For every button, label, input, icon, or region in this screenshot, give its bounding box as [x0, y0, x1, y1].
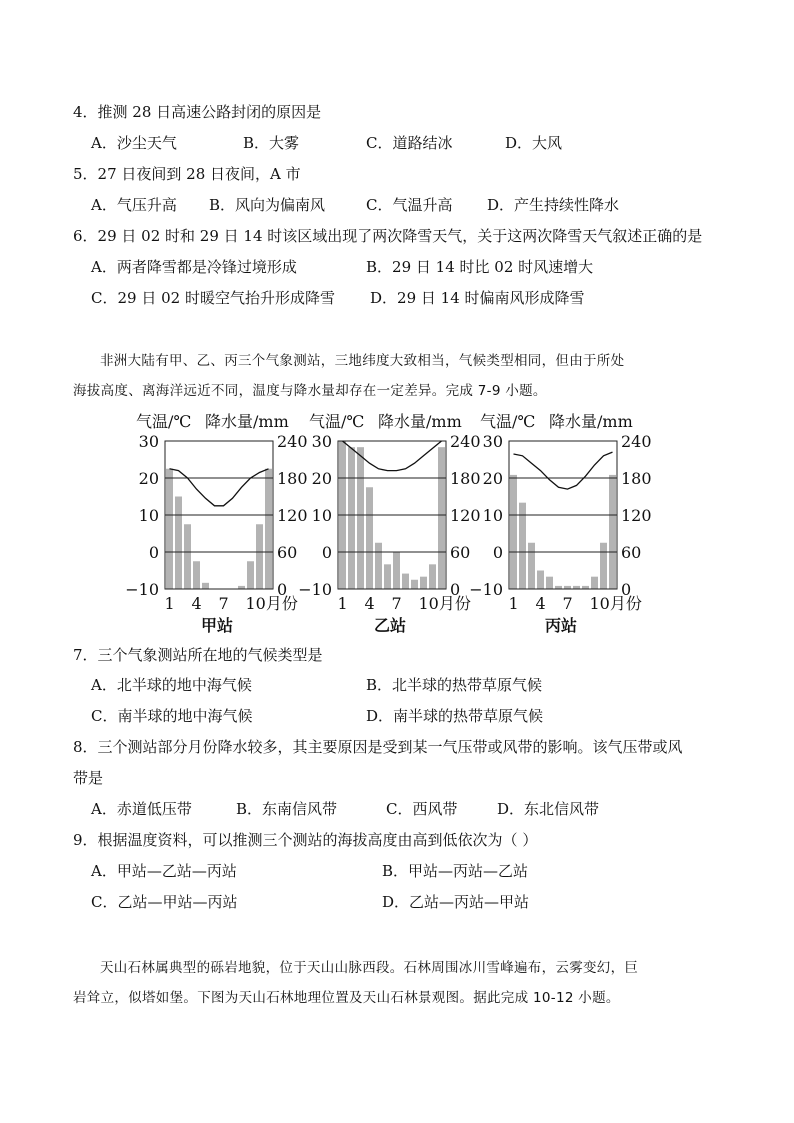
- chart-3-precip-tick: 60: [621, 543, 642, 562]
- question-9-option-d: D．乙站—丙站—甲站: [382, 893, 530, 911]
- chart-1-precip-axis-label: 降水量/mm: [205, 412, 289, 431]
- chart-1-month-tick: 7: [218, 594, 229, 613]
- question-9-option-b: B．甲站—丙站—乙站: [382, 862, 529, 880]
- question-7-option-c: C．南半球的地中海气候: [91, 707, 253, 725]
- chart-1-month-tick: 4: [191, 594, 202, 613]
- chart-3-precip-bar: [609, 475, 616, 589]
- intro-2-line-2: 岩耸立，似塔如堡。下图为天山石林地理位置及天山石林景观图。据此完成 10-12 小题。: [73, 990, 620, 1006]
- question-8-option-a: A．赤道低压带: [91, 800, 192, 818]
- intro-1-line-2: 海拔高度、离海洋远近不同，温度与降水量却存在一定差异。完成 7-9 小题。: [73, 383, 547, 399]
- chart-3-temp-tick: −10: [469, 580, 503, 599]
- question-6-option-b: B．29 日 14 时比 02 时风速增大: [366, 258, 594, 276]
- chart-2-temp-tick: −10: [298, 580, 332, 599]
- chart-2-temp-tick: 20: [311, 469, 332, 488]
- chart-2-month-tick: 7: [391, 594, 402, 613]
- question-5-stem: 5．27 日夜间到 28 日夜间，A 市: [73, 165, 301, 183]
- chart-1-precip-tick: 180: [277, 469, 308, 488]
- intro-paragraph-1: [73, 346, 723, 406]
- chart-1-precip-tick: 60: [277, 543, 298, 562]
- chart-2-station-name: 乙站: [374, 616, 407, 635]
- question-8-option-b: B．东南信风带: [236, 800, 338, 818]
- question-9-stem: 9．根据温度资料，可以推测三个测站的海拔高度由高到低依次为（ ）: [73, 831, 538, 849]
- question-8-stem-line-2: 带是: [73, 769, 104, 787]
- chart-1-precip-bar: [175, 497, 182, 590]
- chart-1-precip-bar: [265, 469, 272, 589]
- chart-1-temp-tick: 10: [138, 506, 159, 525]
- chart-3-month-tick: 7: [562, 594, 573, 613]
- question-4-stem: 4．推测 28 日高速公路封闭的原因是: [73, 103, 322, 121]
- chart-3-precip-bar: [510, 475, 517, 589]
- chart-1-temperature-line: [170, 469, 269, 506]
- chart-3-temp-tick: 0: [492, 543, 503, 562]
- question-9-option-c: C．乙站—甲站—丙站: [91, 893, 238, 911]
- chart-1-precip-bar: [247, 561, 254, 589]
- chart-3-temp-tick: 30: [482, 432, 503, 451]
- chart-1-precip-tick: 240: [277, 432, 308, 451]
- chart-2-month-tick: 1: [337, 594, 348, 613]
- chart-2-precip-bar: [393, 552, 400, 589]
- chart-2-precip-bar: [411, 580, 418, 589]
- chart-2-precip-bar: [366, 487, 373, 589]
- chart-3-temp-axis-label: 气温/℃: [480, 412, 536, 431]
- chart-3-precip-bar: [528, 543, 535, 589]
- chart-3-precip-bar: [537, 571, 544, 590]
- chart-1-temp-tick: 0: [148, 543, 159, 562]
- question-7-option-a: A．北半球的地中海气候: [91, 676, 252, 694]
- chart-1-precip-bar: [256, 524, 263, 589]
- chart-2-precip-tick: 0: [450, 580, 461, 599]
- chart-1-station-name: 甲站: [201, 616, 234, 635]
- question-4-option-c: C．道路结冰: [366, 134, 453, 152]
- chart-1-precip-bar: [193, 561, 200, 589]
- chart-2-month-tick: 4: [364, 594, 375, 613]
- question-6-option-d: D．29 日 14 时偏南风形成降雪: [370, 289, 585, 307]
- chart-2-precip-bar: [429, 564, 436, 589]
- chart-2-precip-tick: 240: [450, 432, 481, 451]
- chart-3-precip-tick: 180: [621, 469, 652, 488]
- question-7-option-d: D．南半球的热带草原气候: [366, 707, 544, 725]
- chart-1-temp-axis-label: 气温/℃: [136, 412, 192, 431]
- chart-2-precip-bar: [438, 447, 445, 589]
- intro-paragraph-2: [73, 953, 723, 1013]
- chart-1-precip-bar: [184, 524, 191, 589]
- chart-2-temp-tick: 30: [311, 432, 332, 451]
- chart-3-temperature-line: [514, 452, 613, 489]
- chart-3-month-tick: 4: [535, 594, 546, 613]
- question-5-option-a: A．气压升高: [91, 196, 177, 214]
- question-5-option-d: D．产生持续性降水: [487, 196, 620, 214]
- chart-2-precip-tick: 60: [450, 543, 471, 562]
- question-9-option-a: A．甲站—乙站—丙站: [91, 862, 237, 880]
- chart-3-month-tick: 1: [508, 594, 519, 613]
- chart-3-precip-axis-label: 降水量/mm: [549, 412, 633, 431]
- chart-3-temp-tick: 10: [482, 506, 503, 525]
- climate-charts: [0, 405, 794, 635]
- question-4-option-a: A．沙尘天气: [91, 134, 177, 152]
- chart-2-precip-axis-label: 降水量/mm: [378, 412, 462, 431]
- chart-2-month-tick: 10月份: [418, 594, 471, 613]
- chart-1-month-tick: 1: [164, 594, 175, 613]
- question-4-option-b: B．大雾: [243, 134, 300, 152]
- intro-1-line-1: 非洲大陆有甲、乙、丙三个气象测站，三地纬度大致相当，气候类型相同，但由于所处: [100, 353, 625, 369]
- question-4-option-d: D．大风: [505, 134, 563, 152]
- intro-2-line-1: 天山石林属典型的砾岩地貌，位于天山山脉西段。石林周围冰川雪峰遍布，云雾变幻，巨: [100, 960, 639, 976]
- chart-1-precip-bar: [166, 469, 173, 589]
- chart-2-precip-bar: [375, 543, 382, 589]
- question-5-option-c: C．气温升高: [366, 196, 453, 214]
- chart-2-precip-tick: 120: [450, 506, 481, 525]
- question-5-option-b: B．风向为偏南风: [209, 196, 326, 214]
- chart-2-temp-tick: 10: [311, 506, 332, 525]
- chart-3-precip-bar: [519, 503, 526, 589]
- chart-1-temp-tick: 30: [138, 432, 159, 451]
- chart-2-precip-bar: [402, 574, 409, 589]
- chart-3-precip-tick: 120: [621, 506, 652, 525]
- chart-1-precip-tick: 120: [277, 506, 308, 525]
- chart-2-temp-axis-label: 气温/℃: [309, 412, 365, 431]
- question-8-option-c: C．西风带: [386, 800, 458, 818]
- chart-1-month-tick: 10月份: [245, 594, 298, 613]
- chart-3-month-tick: 10月份: [589, 594, 642, 613]
- chart-2-precip-bar: [348, 447, 355, 589]
- chart-2-precip-bar: [357, 447, 364, 589]
- chart-3-temp-tick: 20: [482, 469, 503, 488]
- chart-3-precip-bar: [546, 577, 553, 589]
- chart-1-precip-tick: 0: [277, 580, 288, 599]
- chart-2-precip-bar: [384, 564, 391, 589]
- question-8-option-d: D．东北信风带: [497, 800, 600, 818]
- chart-1-temp-tick: 20: [138, 469, 159, 488]
- question-7-stem: 7．三个气象测站所在地的气候类型是: [73, 646, 323, 664]
- question-6-option-a: A．两者降雪都是冷锋过境形成: [91, 258, 297, 276]
- chart-1-precip-bar: [202, 583, 209, 589]
- chart-1-temp-tick: −10: [125, 580, 159, 599]
- chart-2-temp-tick: 0: [321, 543, 332, 562]
- chart-3-precip-tick: 240: [621, 432, 652, 451]
- chart-3-station-name: 丙站: [545, 616, 578, 635]
- chart-3-precip-tick: 0: [621, 580, 632, 599]
- chart-2-precip-tick: 180: [450, 469, 481, 488]
- question-6-stem: 6．29 日 02 时和 29 日 14 时该区域出现了两次降雪天气，关于这两次降雪天气叙述正确的是: [73, 227, 703, 245]
- chart-3-precip-bar: [591, 577, 598, 589]
- chart-3-precip-bar: [600, 543, 607, 589]
- question-6-option-c: C．29 日 02 时暖空气抬升形成降雪: [91, 289, 335, 307]
- chart-2-precip-bar: [420, 577, 427, 589]
- question-7-option-b: B．北半球的热带草原气候: [366, 676, 543, 694]
- question-8-stem-line-1: 8．三个测站部分月份降水较多，其主要原因是受到某一气压带或风带的影响。该气压带或风: [73, 738, 683, 756]
